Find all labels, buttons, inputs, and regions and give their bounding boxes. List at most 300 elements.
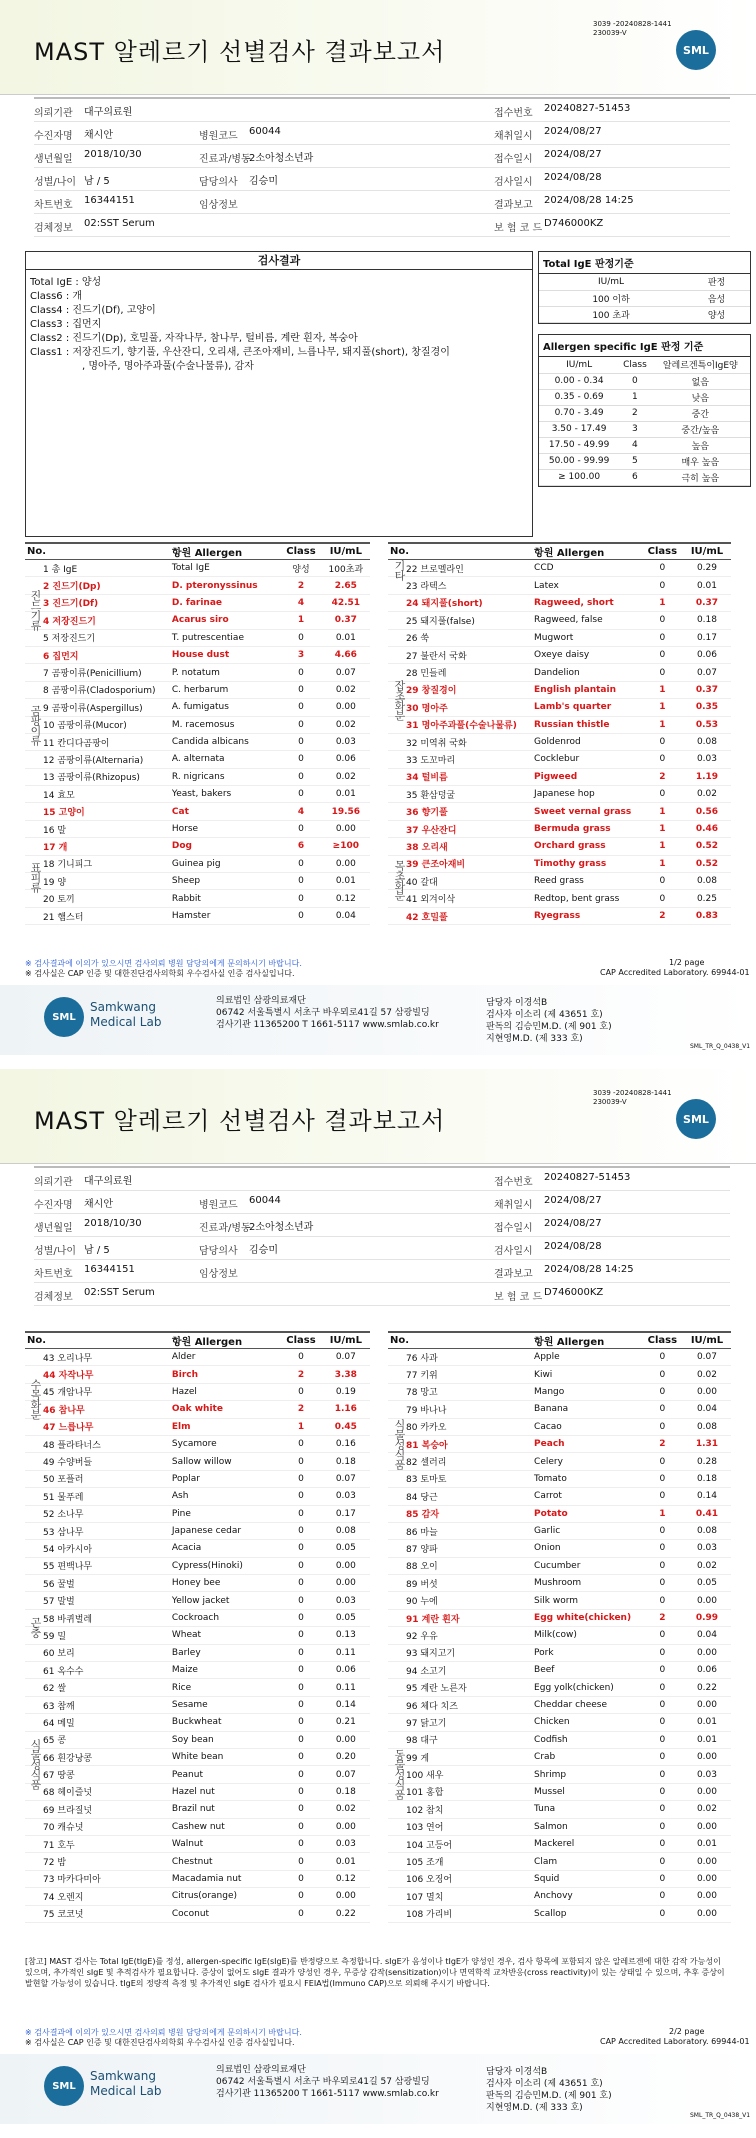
cell: 40 갈대 xyxy=(388,873,532,890)
cell: 0.28 xyxy=(683,1453,731,1470)
collect-value: 2024/08/27 xyxy=(544,126,602,137)
code-label: 병원코드 xyxy=(199,131,238,142)
spec-label: 검체정보 xyxy=(34,223,73,234)
cell: 3.38 xyxy=(322,1366,370,1383)
cell: 0 xyxy=(642,1662,683,1679)
footnote-2-p2: ※ 검사실은 CAP 인증 및 대한진단검사의학회 우수검사실 인증 검사실입니다. xyxy=(25,2038,295,2047)
cell: 0.00 xyxy=(683,1592,731,1609)
result-line: Class4 : 진드기(Df), 고양이 xyxy=(30,305,156,316)
table-row xyxy=(25,560,370,577)
table-row xyxy=(388,629,731,646)
cell: 0.02 xyxy=(322,716,370,733)
table-header-2: Class xyxy=(280,543,321,560)
table-header-0: No. xyxy=(388,1332,532,1349)
cell: 22 브로멜라인 xyxy=(388,560,532,577)
cell: 0.07 xyxy=(322,1349,370,1366)
cell: 77 키위 xyxy=(388,1366,532,1383)
cell: 0.18 xyxy=(322,1783,370,1800)
category-mold: 곰팡이류 xyxy=(29,705,42,745)
cell: 0.01 xyxy=(322,629,370,646)
cell: 0 xyxy=(280,1766,321,1783)
cell: 0 xyxy=(642,1644,683,1661)
ins-value: D746000KZ xyxy=(544,1287,604,1298)
cell: 63 참깨 xyxy=(25,1696,170,1713)
cell: 0.00 xyxy=(322,1731,370,1748)
hospital-label: 의뢰기관 xyxy=(34,1177,73,1188)
cell: 64 메밀 xyxy=(25,1714,170,1731)
table-row xyxy=(25,1853,370,1870)
criteria-cell: ≥ 100.00 xyxy=(539,469,619,485)
cell: Redtop, bent grass xyxy=(532,890,642,907)
total-ige-criteria xyxy=(538,251,751,324)
cell: Oak white xyxy=(170,1401,280,1418)
cell: 18 기니피그 xyxy=(25,855,170,872)
criteria-cell: 1 xyxy=(619,389,650,405)
table-row xyxy=(388,1418,731,1435)
doc-label: 담당의사 xyxy=(199,1246,238,1257)
cell: Maize xyxy=(170,1662,280,1679)
table-row xyxy=(25,577,370,594)
table-header-1: 항원 Allergen xyxy=(532,543,642,560)
cell: 11 칸디다곰팡이 xyxy=(25,733,170,750)
table-row xyxy=(25,1418,370,1435)
cell: 0 xyxy=(280,716,321,733)
rec-label: 접수일시 xyxy=(494,1223,533,1234)
info-row xyxy=(34,168,730,191)
result-lines xyxy=(26,270,532,380)
cell: Elm xyxy=(170,1418,280,1435)
criteria-cell: 극히 높음 xyxy=(651,469,750,485)
cell: 49 수양버들 xyxy=(25,1453,170,1470)
cell: 0.17 xyxy=(683,629,731,646)
cell: 0 xyxy=(280,1522,321,1539)
cell: 48 플라타너스 xyxy=(25,1435,170,1452)
table-header-2: Class xyxy=(280,1332,321,1349)
cell: Cocklebur xyxy=(532,751,642,768)
cell: 0.08 xyxy=(683,1418,731,1435)
cell: Dog xyxy=(170,838,280,855)
cell: 0.37 xyxy=(322,612,370,629)
cell: 0 xyxy=(280,1748,321,1765)
cell: 75 코코넛 xyxy=(25,1905,170,1922)
cap-text-2: CAP Accredited Laboratory. 69944-01 xyxy=(600,2037,750,2046)
cell: 0.16 xyxy=(322,1435,370,1452)
cell: 0.00 xyxy=(683,1870,731,1887)
cell: Scallop xyxy=(532,1905,642,1922)
table-row xyxy=(25,1731,370,1748)
criteria-cell: 낮음 xyxy=(651,389,750,405)
table-row xyxy=(25,1522,370,1539)
table-row xyxy=(25,699,370,716)
cell: 0.07 xyxy=(322,1766,370,1783)
cell: Anchovy xyxy=(532,1888,642,1905)
cell: Cucumber xyxy=(532,1557,642,1574)
result-line: , 명아주, 명아주과풀(수술나물류), 감자 xyxy=(82,361,254,372)
result-line: Class6 : 개 xyxy=(30,291,83,302)
ins-value: D746000KZ xyxy=(544,218,604,229)
cell: 46 참나무 xyxy=(25,1401,170,1418)
doc-number: 3039 -20240828-1441 230039-V xyxy=(593,20,672,37)
cell: Pine xyxy=(170,1505,280,1522)
table-row xyxy=(388,716,731,733)
cell: ≥100 xyxy=(322,838,370,855)
table-row xyxy=(25,1644,370,1661)
category-plant-food-2: 식물성식품 xyxy=(393,1419,406,1469)
clin-label: 임상정보 xyxy=(199,200,238,211)
table-row xyxy=(388,577,731,594)
cell: Pigweed xyxy=(532,768,642,785)
cell: 0.06 xyxy=(683,646,731,663)
table-row xyxy=(25,1349,370,1366)
cell: 0.46 xyxy=(683,820,731,837)
table-row xyxy=(25,1592,370,1609)
cell: 0.11 xyxy=(322,1679,370,1696)
cell: Chicken xyxy=(532,1714,642,1731)
cell: 0.07 xyxy=(322,1470,370,1487)
cell: 56 꿀벌 xyxy=(25,1575,170,1592)
cell: Crab xyxy=(532,1748,642,1765)
cell: 0.00 xyxy=(322,1557,370,1574)
criteria-cell: 3.50 - 17.49 xyxy=(539,421,619,437)
info-row xyxy=(34,1283,730,1306)
cell: Japanese cedar xyxy=(170,1522,280,1539)
criteria-col: IU/mL xyxy=(539,357,619,373)
cell: 28 민들레 xyxy=(388,664,532,681)
cell: 1 xyxy=(280,1418,321,1435)
cell: Lamb's quarter xyxy=(532,699,642,716)
cell: Sheep xyxy=(170,873,280,890)
cell: Candida albicans xyxy=(170,733,280,750)
cell: Cat xyxy=(170,803,280,820)
table-row xyxy=(25,1609,370,1626)
table-header-3: IU/mL xyxy=(322,1332,370,1349)
cell: 96 체다 치즈 xyxy=(388,1696,532,1713)
cell: 0.35 xyxy=(683,699,731,716)
cell: 0 xyxy=(280,873,321,890)
table-row xyxy=(388,751,731,768)
cell: 0.00 xyxy=(322,1575,370,1592)
cell: 60 보리 xyxy=(25,1644,170,1661)
table-row xyxy=(25,1401,370,1418)
chart-label: 차트번호 xyxy=(34,1269,73,1280)
table-row xyxy=(25,716,370,733)
criteria-col: IU/mL xyxy=(539,274,683,290)
table-row xyxy=(388,1592,731,1609)
cell: 0.04 xyxy=(683,1401,731,1418)
reference-note: [참고] MAST 검사는 Total IgE(tIgE)를 정성, allergen-specific IgE(sIgE)를 반정량으로 측정합니다. sIgE가 음성이나 tIgE가 양성인 경우, 검사 항목에 포함되지 않은 알레르겐에 대한 감작 가능성이 있으며, 추가적인 sIgE 및 추적검사가 필요합니다. 증상이 없어도 sIgE 결과가 양성인 경우, 무증상 감작(sensitization)이나 면역학적 교차반응(cross reactivity)이 있는 상태일 수 있으며, 추후 증상이 발현할 가능성이 있습니다. tIgE의 정량적 측정 및 추가적인 sIgE 검사가 필요시 FEIA법(Immuno CAP)으로 의뢰해 주시기 바랍니다. xyxy=(25,1957,725,1988)
cell: 0 xyxy=(280,681,321,698)
patient-value: 채시안 xyxy=(84,130,113,141)
cell: White bean xyxy=(170,1748,280,1765)
cell: 0.00 xyxy=(683,1748,731,1765)
cell: 2 xyxy=(280,577,321,594)
cell: Yeast, bakers xyxy=(170,786,280,803)
cell: D. farinae xyxy=(170,594,280,611)
table-row xyxy=(388,1401,731,1418)
table-row xyxy=(25,1748,370,1765)
code-label: 병원코드 xyxy=(199,1200,238,1211)
table-row xyxy=(388,1435,731,1452)
receipt-label: 접수번호 xyxy=(494,1177,533,1188)
cell: 0.18 xyxy=(322,1453,370,1470)
cell: 0.02 xyxy=(683,1801,731,1818)
table-row xyxy=(388,1748,731,1765)
cell: 0.03 xyxy=(322,1488,370,1505)
info-row xyxy=(34,214,730,237)
cell: 0 xyxy=(280,1801,321,1818)
collect-label: 채취일시 xyxy=(494,1200,533,1211)
report-title: MAST 알레르기 선별검사 결과보고서 xyxy=(34,38,446,66)
cell: 0 xyxy=(642,1766,683,1783)
cell: C. herbarum xyxy=(170,681,280,698)
cell: 50 포플러 xyxy=(25,1470,170,1487)
cell: 42.51 xyxy=(322,594,370,611)
cell: 44 자작나무 xyxy=(25,1366,170,1383)
cell: 0.00 xyxy=(322,855,370,872)
cell: 0 xyxy=(280,1905,321,1922)
info-row xyxy=(34,1214,730,1237)
cell: 0.56 xyxy=(683,803,731,820)
cell: 53 삼나무 xyxy=(25,1522,170,1539)
cell: 0 xyxy=(280,1435,321,1452)
cell: 17 개 xyxy=(25,838,170,855)
cell: Egg white(chicken) xyxy=(532,1609,642,1626)
cell: 0.22 xyxy=(322,1905,370,1922)
cell: 0 xyxy=(642,1540,683,1557)
cell: D. pteronyssinus xyxy=(170,577,280,594)
cell: 0 xyxy=(642,1522,683,1539)
info-row xyxy=(34,145,730,168)
cell: T. putrescentiae xyxy=(170,629,280,646)
cell: 26 쑥 xyxy=(388,629,532,646)
criteria-cell: 음성 xyxy=(683,290,750,306)
cell: 0.13 xyxy=(322,1627,370,1644)
cell: Yellow jacket xyxy=(170,1592,280,1609)
cell: 0.41 xyxy=(683,1505,731,1522)
table-row xyxy=(388,1557,731,1574)
table-row xyxy=(388,699,731,716)
cell: 0 xyxy=(280,1609,321,1626)
cell: 2 xyxy=(280,1401,321,1418)
cell: 0 xyxy=(642,1383,683,1400)
cell: 47 느릅나무 xyxy=(25,1418,170,1435)
footer-1 xyxy=(0,985,756,1055)
table-row xyxy=(25,612,370,629)
cell: 0 xyxy=(642,560,683,577)
cell: 85 감자 xyxy=(388,1505,532,1522)
test-value: 2024/08/28 xyxy=(544,172,602,183)
cell: 0.00 xyxy=(683,1853,731,1870)
spec-value: 02:SST Serum xyxy=(84,1287,155,1298)
cell: 59 밀 xyxy=(25,1627,170,1644)
doc-value: 김승미 xyxy=(249,1245,278,1256)
cell: 0 xyxy=(280,699,321,716)
cell: 0.18 xyxy=(683,612,731,629)
result-summary xyxy=(25,251,533,537)
cell: Walnut xyxy=(170,1835,280,1852)
table-header-2: Class xyxy=(642,543,683,560)
cell: Apple xyxy=(532,1349,642,1366)
cell: 0.03 xyxy=(322,1835,370,1852)
sml-logo-2: SML xyxy=(676,1099,716,1139)
cell: 0 xyxy=(280,664,321,681)
cell: 74 오렌지 xyxy=(25,1888,170,1905)
cell: 57 말벌 xyxy=(25,1592,170,1609)
table-row xyxy=(25,629,370,646)
cell: 7 곰팡이류(Penicillium) xyxy=(25,664,170,681)
cell: 0.01 xyxy=(683,1835,731,1852)
table-row xyxy=(388,1870,731,1887)
cell: 14 효모 xyxy=(25,786,170,803)
cell: Salmon xyxy=(532,1818,642,1835)
cell: 0 xyxy=(642,1488,683,1505)
lab-staff: 담당자 이경석B 검사자 이소리 (제 43651 호) 판독의 김승민M.D. (제 901 호) 지현영M.D. (제 333 호) xyxy=(486,998,612,1044)
category-mite: 진드기류 xyxy=(29,590,42,630)
criteria-cell: 50.00 - 99.99 xyxy=(539,453,619,469)
cell: 21 햄스터 xyxy=(25,907,170,924)
table-row xyxy=(388,1366,731,1383)
cell: 81 복숭아 xyxy=(388,1435,532,1452)
cell: 0.01 xyxy=(322,786,370,803)
cell: Acarus siro xyxy=(170,612,280,629)
table-row xyxy=(25,751,370,768)
cell: 1 xyxy=(280,612,321,629)
table-row xyxy=(25,1835,370,1852)
cell: Mussel xyxy=(532,1783,642,1800)
cell: Japanese hop xyxy=(532,786,642,803)
specific-ige-criteria xyxy=(538,334,751,487)
cell: 0 xyxy=(280,1575,321,1592)
table-row xyxy=(388,890,731,907)
criteria-cell: 2 xyxy=(619,405,650,421)
cell: 0 xyxy=(642,612,683,629)
cell: 0 xyxy=(280,1888,321,1905)
category-tree: 수목화분 xyxy=(29,1379,42,1419)
cell: 65 콩 xyxy=(25,1731,170,1748)
cell: 0 xyxy=(280,1870,321,1887)
hospital-value: 대구의료원 xyxy=(84,1176,133,1187)
sex-value: 남 / 5 xyxy=(84,1245,110,1256)
birth-value: 2018/10/30 xyxy=(84,149,142,160)
table-row xyxy=(388,1488,731,1505)
cell: 0.08 xyxy=(683,1522,731,1539)
table-row xyxy=(388,838,731,855)
cell: Banana xyxy=(532,1401,642,1418)
table-row xyxy=(25,1714,370,1731)
cell: Guinea pig xyxy=(170,855,280,872)
table-header-2: Class xyxy=(642,1332,683,1349)
cell: Sweet vernal grass xyxy=(532,803,642,820)
table-row xyxy=(388,907,731,924)
sex-label: 성별/나이 xyxy=(34,1246,77,1257)
cell: Honey bee xyxy=(170,1575,280,1592)
spec-value: 02:SST Serum xyxy=(84,218,155,229)
cell: 0.00 xyxy=(683,1644,731,1661)
criteria-col: Class xyxy=(619,357,650,373)
test-label: 검사일시 xyxy=(494,1246,533,1257)
cell: 16 말 xyxy=(25,820,170,837)
cell: 0.18 xyxy=(683,1470,731,1487)
cell: 41 외겨이삭 xyxy=(388,890,532,907)
cell: 0 xyxy=(642,1835,683,1852)
cell: 0 xyxy=(280,1783,321,1800)
cell: 0 xyxy=(280,1662,321,1679)
cell: 1 총 IgE xyxy=(25,560,170,577)
cell: Sycamore xyxy=(170,1435,280,1452)
cell: 0 xyxy=(642,1888,683,1905)
cell: 0.01 xyxy=(322,1853,370,1870)
table-row xyxy=(25,1505,370,1522)
sex-label: 성별/나이 xyxy=(34,177,77,188)
cell: House dust xyxy=(170,646,280,663)
table-header-1: 항원 Allergen xyxy=(532,1332,642,1349)
cell: Garlic xyxy=(532,1522,642,1539)
cell: Barley xyxy=(170,1644,280,1661)
cell: 19 양 xyxy=(25,873,170,890)
cell: 99 게 xyxy=(388,1748,532,1765)
cell: 0.14 xyxy=(683,1488,731,1505)
cell: 54 아카시아 xyxy=(25,1540,170,1557)
table-header-1: 항원 Allergen xyxy=(170,1332,280,1349)
cell: 5 저장진드기 xyxy=(25,629,170,646)
ins-label: 보 험 코 드 xyxy=(494,223,543,234)
cell: Mushroom xyxy=(532,1575,642,1592)
cell: 1 xyxy=(642,681,683,698)
cell: 0 xyxy=(642,1853,683,1870)
cell: 87 양파 xyxy=(388,1540,532,1557)
cell: 2 xyxy=(280,1366,321,1383)
cell: 0.00 xyxy=(322,699,370,716)
cell: Egg yolk(chicken) xyxy=(532,1679,642,1696)
table-row xyxy=(25,768,370,785)
doc-number-2: 3039 -20240828-1441 230039-V xyxy=(593,1089,672,1106)
cell: 0 xyxy=(280,1731,321,1748)
cell: 23 라텍스 xyxy=(388,577,532,594)
cell: 25 돼지풀(false) xyxy=(388,612,532,629)
cell: 6 집먼지 xyxy=(25,646,170,663)
table-row xyxy=(388,664,731,681)
cell: 0 xyxy=(280,733,321,750)
cell: Citrus(orange) xyxy=(170,1888,280,1905)
cell: 0 xyxy=(280,1627,321,1644)
cell: 0.00 xyxy=(322,1888,370,1905)
table-row xyxy=(388,1696,731,1713)
criteria-col: 판정 xyxy=(683,274,750,290)
category-weed: 잡초화분 xyxy=(393,680,406,720)
lab-staff-2: 담당자 이경석B 검사자 이소리 (제 43651 호) 판독의 김승민M.D. (제 901 호) 지현영M.D. (제 333 호) xyxy=(486,2067,612,2113)
table-row xyxy=(388,1801,731,1818)
cell: 0.08 xyxy=(322,1522,370,1539)
cell: 15 고양이 xyxy=(25,803,170,820)
criteria-table xyxy=(539,274,750,323)
cell: 0.45 xyxy=(322,1418,370,1435)
cell: 0.21 xyxy=(322,1714,370,1731)
cell: 0.20 xyxy=(322,1748,370,1765)
cell: 0.00 xyxy=(322,1818,370,1835)
cell: 6 xyxy=(280,838,321,855)
allergen-table-right xyxy=(388,542,731,925)
cell: 78 망고 xyxy=(388,1383,532,1400)
cell: 93 돼지고기 xyxy=(388,1644,532,1661)
cell: 0 xyxy=(642,786,683,803)
cell: 0.11 xyxy=(322,1644,370,1661)
report-label: 결과보고 xyxy=(494,1269,533,1280)
lab-address-2: 의료법인 삼광의료재단 06742 서울특별시 서초구 바우뫼로41길 57 삼광빌딩 검사기관 11365200 T 1661-5117 www.smlab.co.kr xyxy=(216,2065,439,2099)
cell: 0.00 xyxy=(683,1383,731,1400)
cell: 12 곰팡이류(Alternaria) xyxy=(25,751,170,768)
table-row xyxy=(388,733,731,750)
result-line: Class2 : 진드기(Dp), 호밀풀, 자작나무, 참나무, 털비름, 계란 흰자, 복숭아 xyxy=(30,333,358,344)
